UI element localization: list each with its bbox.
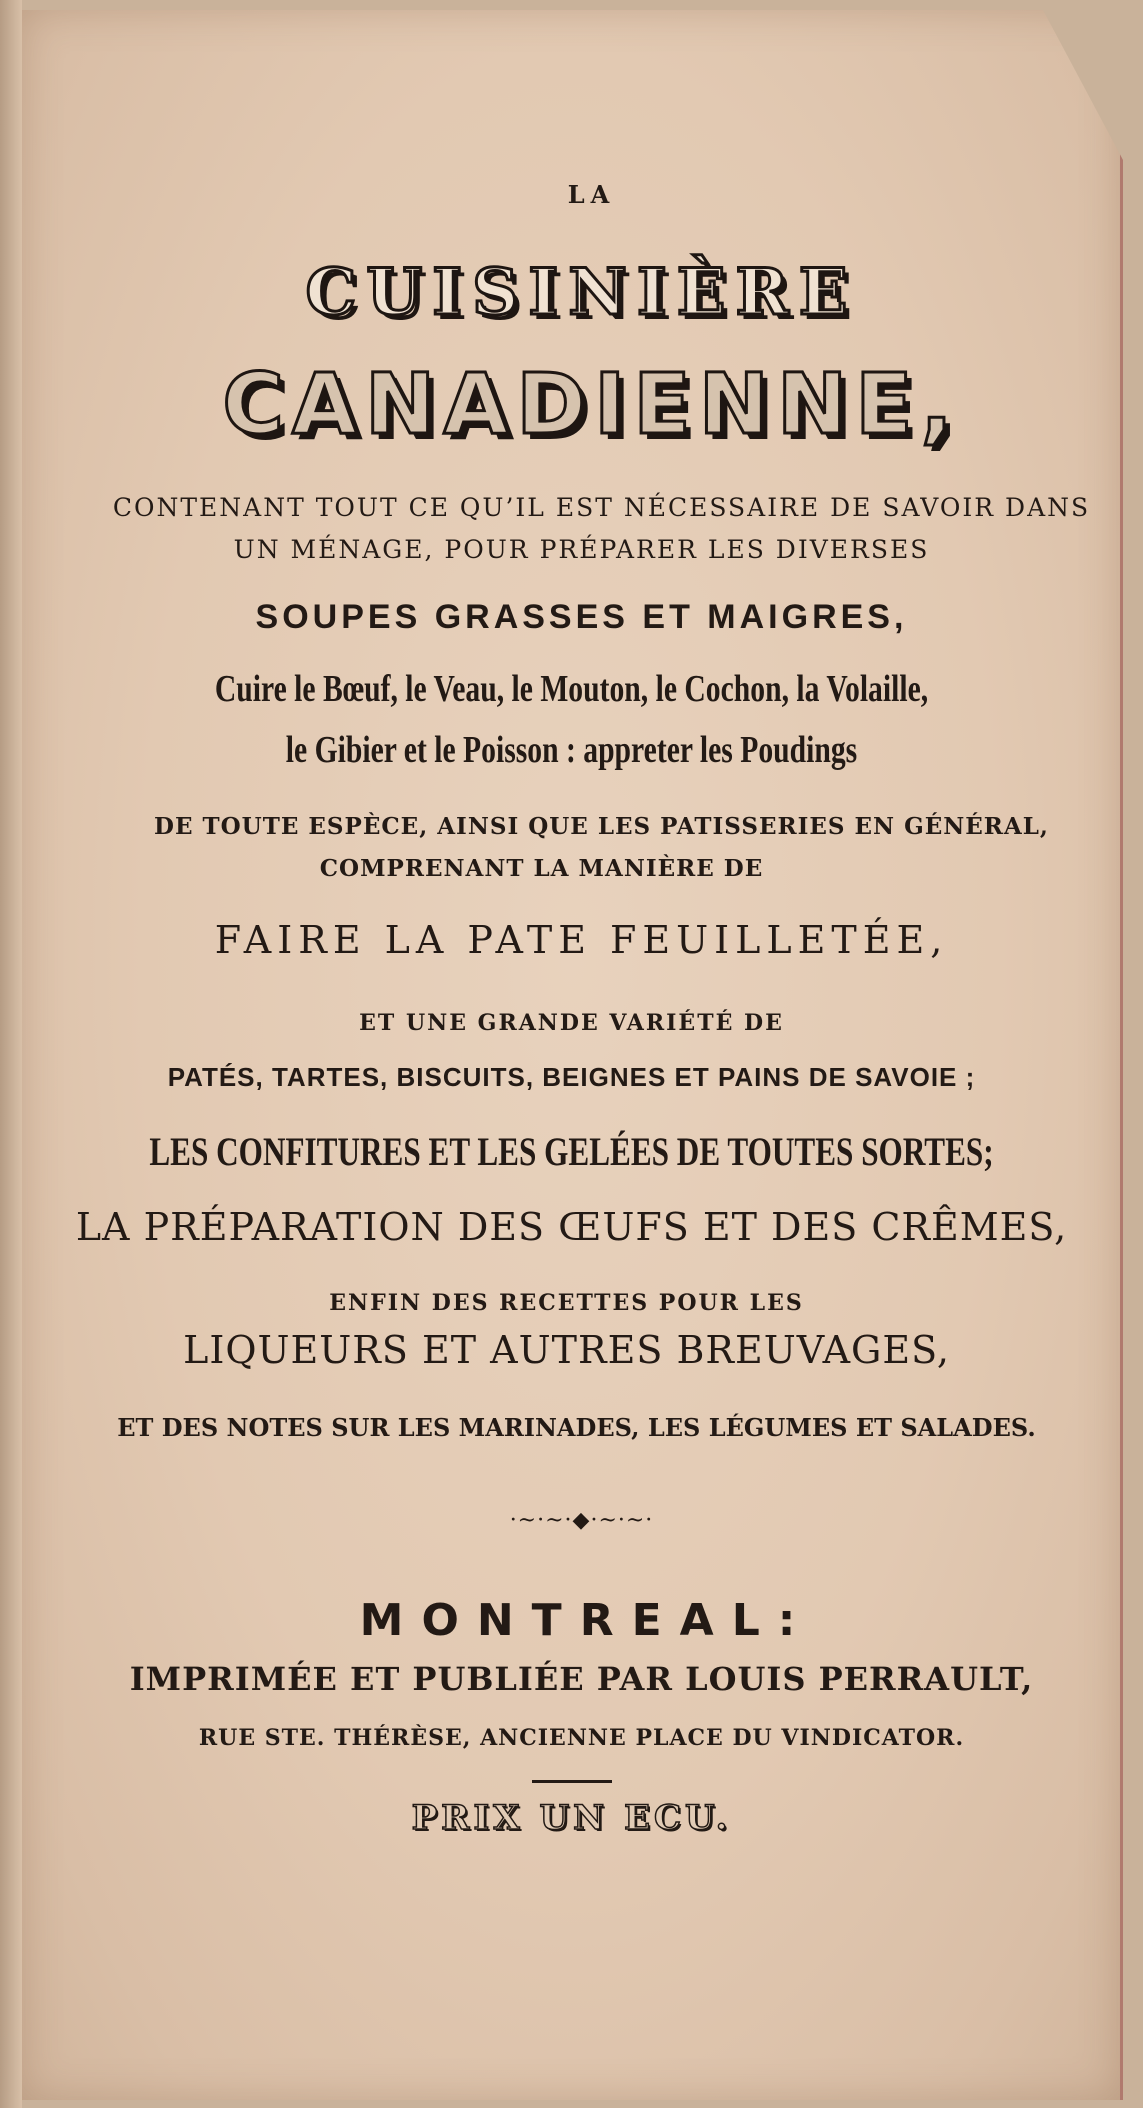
subtitle-line-3: SOUPES GRASSES ET MAIGRES, — [255, 598, 908, 636]
subtitle-line-9: ET UNE GRANDE VARIÉTÉ DE — [359, 1010, 784, 1036]
subtitle-line-7: COMPRENANT LA MANIÈRE DE — [319, 855, 764, 882]
subtitle-line-10: PATÉS, TARTES, BISCUITS, BEIGNES ET PAINS DE SAVOIE ; — [167, 1062, 976, 1092]
subtitle-line-4: Cuire le Bœuf, le Veau, le Mouton, le Cochon, la Volaille, — [214, 668, 929, 710]
subtitle-line-8: FAIRE LA PATE FEUILLETÉE, — [214, 918, 949, 962]
subtitle-line-2: UN MÉNAGE, POUR PRÉPARER LES DIVERSES — [233, 535, 930, 564]
imprint-publisher: IMPRIMÉE ET PUBLIÉE PAR LOUIS PERRAULT, — [129, 1660, 1034, 1698]
subtitle-line-1: CONTENANT TOUT CE QU’IL EST NÉCESSAIRE DE SAVOIR DANS — [112, 493, 1091, 522]
subtitle-line-6: DE TOUTE ESPÈCE, AINSI QUE LES PATISSERIES EN GÉNÉRAL, — [154, 813, 1049, 840]
imprint-address: RUE STE. THÉRÈSE, ANCIENNE PLACE DU VINDICATOR. — [198, 1725, 965, 1751]
subtitle-line-13: ENFIN DES RECETTES POUR LES — [329, 1290, 804, 1316]
divider-rule — [532, 1780, 612, 1783]
subtitle-line-5: le Gibier et le Poisson : appreter les Poudings — [285, 729, 858, 771]
price: PRIX UN ECU. — [411, 1798, 732, 1838]
title-article: LA — [567, 180, 616, 209]
title-line-2: CANADIENNE, — [222, 355, 961, 453]
subtitle-line-12: LA PRÉPARATION DES ŒUFS ET DES CRÊMES, — [75, 1205, 1068, 1249]
subtitle-line-11: LES CONFITURES ET LES GELÉES DE TOUTES SORTES; — [149, 1129, 994, 1174]
folded-corner — [1043, 10, 1123, 160]
subtitle-line-15: ET DES NOTES SUR LES MARINADES, LES LÉGUMES ET SALADES. — [117, 1413, 1036, 1442]
ornament-divider: ·~·~·◆·~·~· — [509, 1508, 654, 1533]
subtitle-line-14: LIQUEURS ET AUTRES BREUVAGES, — [183, 1328, 950, 1372]
imprint-city: MONTREAL: — [359, 1595, 814, 1646]
title-line-1: CUISINIÈRE — [305, 255, 858, 330]
